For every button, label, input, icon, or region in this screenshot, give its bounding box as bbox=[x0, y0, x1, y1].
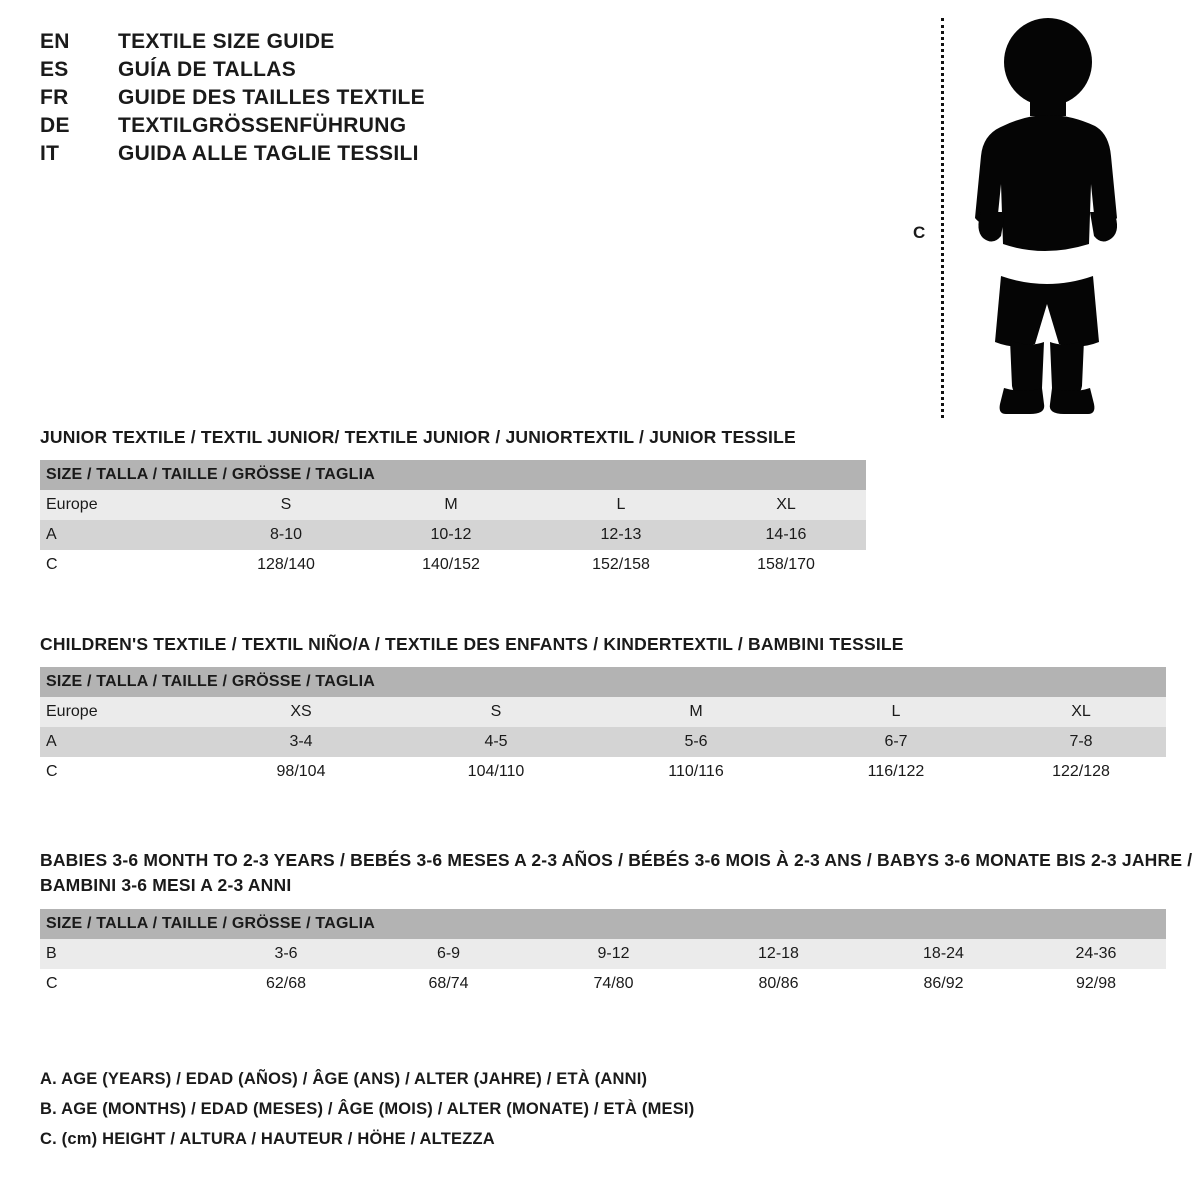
cell: 86/92 bbox=[861, 969, 1026, 999]
language-row bbox=[40, 86, 600, 110]
cell: 7-8 bbox=[996, 727, 1166, 757]
section-title: BABIES 3-6 MONTH TO 2-3 YEARS / BEBÉS 3-6 MESES A 2-3 AÑOS / BÉBÉS 3-6 MOIS À 2-3 ANS / BABYS 3-6 MONATE BIS 2-3 JAHRE / BAMBINI 3-6 MESI A 2-3 ANNI bbox=[40, 850, 1193, 896]
legend-block bbox=[40, 1070, 1140, 1160]
children-size-table bbox=[40, 667, 1166, 787]
junior-size-table bbox=[40, 460, 866, 580]
language-title-block bbox=[40, 30, 600, 170]
table-header-row bbox=[40, 909, 1166, 939]
cell: 98/104 bbox=[206, 757, 396, 787]
table-row bbox=[40, 939, 1166, 969]
section-junior bbox=[40, 425, 866, 580]
table-row bbox=[40, 490, 866, 520]
cell: 10-12 bbox=[366, 520, 536, 550]
cell: 12-13 bbox=[536, 520, 706, 550]
cell: S bbox=[206, 490, 366, 520]
row-label: C bbox=[40, 969, 206, 999]
cell: 140/152 bbox=[366, 550, 536, 580]
legend-line: C. (cm) HEIGHT / ALTURA / HAUTEUR / HÖHE / ALTEZZA bbox=[40, 1130, 495, 1148]
language-row bbox=[40, 30, 600, 54]
table-header-row bbox=[40, 460, 866, 490]
language-code: FR bbox=[40, 86, 69, 109]
cell: 128/140 bbox=[206, 550, 366, 580]
table-header-row bbox=[40, 667, 1166, 697]
language-title: TEXTILE SIZE GUIDE bbox=[118, 30, 335, 53]
cell: 6-9 bbox=[366, 939, 531, 969]
row-label: A bbox=[40, 520, 206, 550]
language-code: DE bbox=[40, 114, 70, 137]
cell: 104/110 bbox=[396, 757, 596, 787]
cell: 3-4 bbox=[206, 727, 396, 757]
cell: 3-6 bbox=[206, 939, 366, 969]
cell: 80/86 bbox=[696, 969, 861, 999]
language-title: GUIDE DES TAILLES TEXTILE bbox=[118, 86, 425, 109]
language-row bbox=[40, 142, 600, 166]
table-row bbox=[40, 757, 1166, 787]
measurement-figure bbox=[905, 8, 1135, 428]
cell: L bbox=[536, 490, 706, 520]
table-header-label: SIZE / TALLA / TAILLE / GRÖSSE / TAGLIA bbox=[40, 909, 1166, 939]
row-label: C bbox=[40, 550, 206, 580]
language-title: GUÍA DE TALLAS bbox=[118, 58, 297, 81]
cell: 152/158 bbox=[536, 550, 706, 580]
section-children bbox=[40, 632, 1166, 787]
cell: 110/116 bbox=[596, 757, 796, 787]
section-title: JUNIOR TEXTILE / TEXTIL JUNIOR/ TEXTILE JUNIOR / JUNIORTEXTIL / JUNIOR TESSILE bbox=[40, 427, 796, 447]
table-row bbox=[40, 697, 1166, 727]
cell: 18-24 bbox=[861, 939, 1026, 969]
figure-c-label: C bbox=[913, 223, 926, 242]
cell: 92/98 bbox=[1026, 969, 1166, 999]
language-row bbox=[40, 58, 600, 82]
cell: 12-18 bbox=[696, 939, 861, 969]
language-title: GUIDA ALLE TAGLIE TESSILI bbox=[118, 142, 419, 165]
cell: 5-6 bbox=[596, 727, 796, 757]
table-header-label: SIZE / TALLA / TAILLE / GRÖSSE / TAGLIA bbox=[40, 667, 1166, 697]
cell: M bbox=[366, 490, 536, 520]
cell: 74/80 bbox=[531, 969, 696, 999]
cell: 4-5 bbox=[396, 727, 596, 757]
table-row bbox=[40, 969, 1166, 999]
row-label: Europe bbox=[40, 490, 206, 520]
cell: 122/128 bbox=[996, 757, 1166, 787]
language-title: TEXTILGRÖSSENFÜHRUNG bbox=[118, 114, 407, 137]
height-measure-line bbox=[941, 18, 944, 418]
language-code: IT bbox=[40, 142, 60, 165]
cell: 9-12 bbox=[531, 939, 696, 969]
cell: 62/68 bbox=[206, 969, 366, 999]
cell: 14-16 bbox=[706, 520, 866, 550]
cell: 24-36 bbox=[1026, 939, 1166, 969]
cell: XL bbox=[706, 490, 866, 520]
legend-line: B. AGE (MONTHS) / EDAD (MESES) / ÂGE (MOIS) / ALTER (MONATE) / ETÀ (MESI) bbox=[40, 1100, 695, 1118]
row-label: Europe bbox=[40, 697, 206, 727]
child-silhouette-icon bbox=[960, 14, 1135, 424]
language-row bbox=[40, 114, 600, 138]
cell: M bbox=[596, 697, 796, 727]
legend-line: A. AGE (YEARS) / EDAD (AÑOS) / ÂGE (ANS) / ALTER (JAHRE) / ETÀ (ANNI) bbox=[40, 1070, 648, 1088]
table-header-label: SIZE / TALLA / TAILLE / GRÖSSE / TAGLIA bbox=[40, 460, 866, 490]
cell: S bbox=[396, 697, 596, 727]
row-label: A bbox=[40, 727, 206, 757]
section-title: CHILDREN'S TEXTILE / TEXTIL NIÑO/A / TEXTILE DES ENFANTS / KINDERTEXTIL / BAMBINI TESSILE bbox=[40, 634, 904, 654]
cell: XS bbox=[206, 697, 396, 727]
cell: 68/74 bbox=[366, 969, 531, 999]
cell: 8-10 bbox=[206, 520, 366, 550]
cell: 158/170 bbox=[706, 550, 866, 580]
cell: 6-7 bbox=[796, 727, 996, 757]
row-label: B bbox=[40, 939, 206, 969]
table-row bbox=[40, 550, 866, 580]
row-label: C bbox=[40, 757, 206, 787]
language-code: ES bbox=[40, 58, 69, 81]
table-row bbox=[40, 520, 866, 550]
cell: 116/122 bbox=[796, 757, 996, 787]
cell: XL bbox=[996, 697, 1166, 727]
babies-size-table bbox=[40, 909, 1166, 999]
section-babies bbox=[40, 848, 1200, 999]
cell: L bbox=[796, 697, 996, 727]
table-row bbox=[40, 727, 1166, 757]
language-code: EN bbox=[40, 30, 70, 53]
